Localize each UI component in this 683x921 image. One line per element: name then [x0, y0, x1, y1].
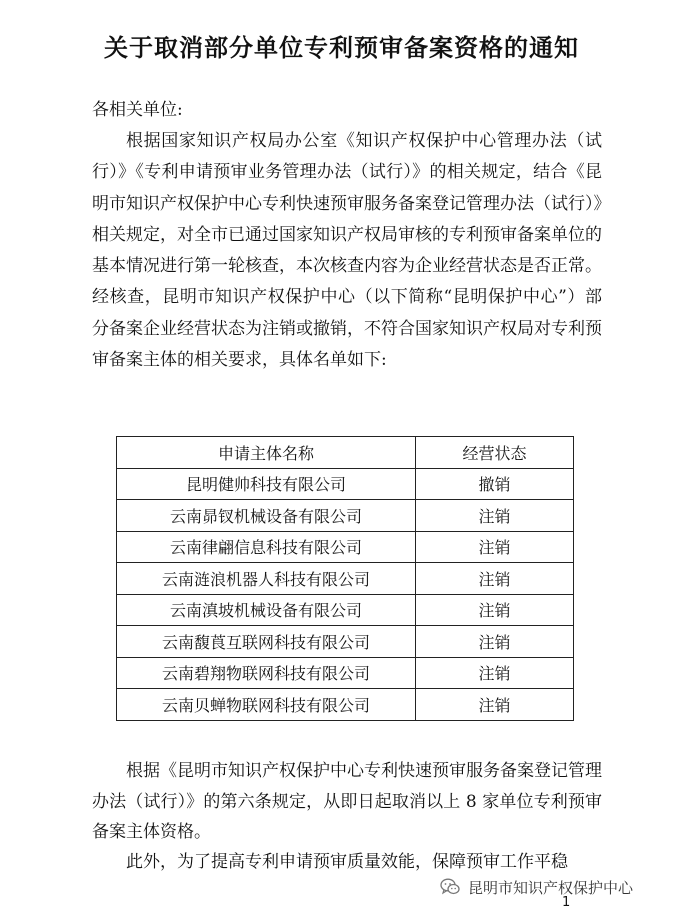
company-name: 云南贝蝉物联网科技有限公司 — [117, 689, 416, 721]
table-row — [117, 594, 574, 626]
company-status: 撤销 — [416, 468, 574, 500]
table-header-row — [117, 437, 574, 469]
company-name: 云南碧翔物联网科技有限公司 — [117, 657, 416, 689]
company-name: 云南涟浪机器人科技有限公司 — [117, 563, 416, 595]
wechat-icon — [440, 878, 460, 896]
company-name: 云南滇坡机械设备有限公司 — [117, 594, 416, 626]
salutation: 各相关单位: — [92, 100, 183, 120]
table-row — [117, 563, 574, 595]
company-status: 注销 — [416, 563, 574, 595]
company-name: 云南馥莨互联网科技有限公司 — [117, 626, 416, 658]
table-row — [117, 468, 574, 500]
company-name: 昆明健帅科技有限公司 — [117, 468, 416, 500]
wechat-watermark — [440, 876, 680, 898]
watermark-text: 昆明市知识产权保护中心 — [468, 878, 634, 897]
page-number: 1 — [562, 895, 571, 910]
company-status: 注销 — [416, 594, 574, 626]
document-title: 关于取消部分单位专利预审备案资格的通知 — [104, 33, 579, 62]
company-table — [116, 436, 574, 721]
body-paragraph-3: 此外，为了提高专利申请预审质量效能，保障预审工作平稳 — [126, 852, 568, 872]
company-status: 注销 — [416, 657, 574, 689]
header-status: 经营状态 — [416, 437, 574, 469]
company-status: 注销 — [416, 500, 574, 532]
header-company-name: 申请主体名称 — [117, 437, 416, 469]
body-paragraph-2: 根据《昆明市知识产权保护中心专利快速预审服务备案登记管理办法（试行）》的第六条规定，从即日起取消以上 8 家单位专利预审备案主体资格。 — [92, 761, 602, 842]
table-row — [117, 531, 574, 563]
company-status: 注销 — [416, 626, 574, 658]
company-name: 云南律翩信息科技有限公司 — [117, 531, 416, 563]
table-row — [117, 657, 574, 689]
table-row — [117, 689, 574, 721]
company-status: 注销 — [416, 531, 574, 563]
body-paragraph-1: 根据国家知识产权局办公室《知识产权保护中心管理办法（试行）》《专利申请预审业务管理办法（试行）》的相关规定，结合《昆明市知识产权保护中心专利快速预审服务备案登记管理办法（试行）》相关规定，对全市已通过国家知识产权局审核的专利预审备案单位的基本情况进行第一轮核查，本次核查内容为企业经营状态是否正常。经核查，昆明市知识产权保护中心（以下简称“昆明保护中心”）部分备案企业经营状态为注销或撤销，不符合国家知识产权局对专利预审备案主体的相关要求，具体名单如下: — [92, 131, 602, 371]
table-row — [117, 626, 574, 658]
table-row — [117, 500, 574, 532]
company-name: 云南昴钗机械设备有限公司 — [117, 500, 416, 532]
company-status: 注销 — [416, 689, 574, 721]
